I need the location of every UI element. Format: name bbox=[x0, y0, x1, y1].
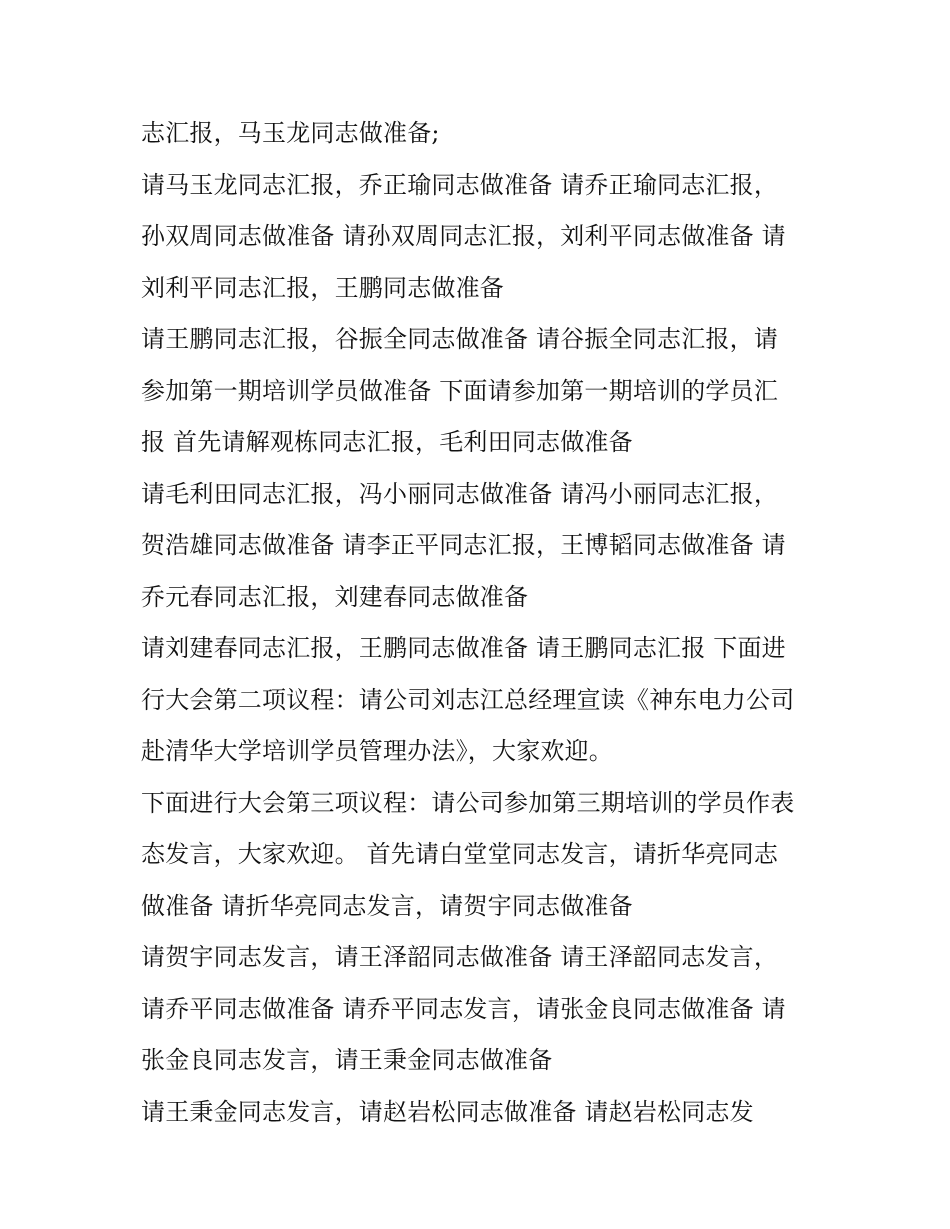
text-line: 请马玉龙同志汇报，乔正瑜同志做准备 请乔正瑜同志汇报， bbox=[141, 170, 779, 199]
text-line: 孙双周同志做准备 请孙双周同志汇报，刘利平同志做准备 请 bbox=[141, 222, 786, 250]
text-line: 请王鹏同志汇报，谷振全同志做准备 请谷振全同志汇报，请 bbox=[141, 325, 779, 353]
text-line: 做准备 请折华亮同志发言，请贺宇同志做准备 bbox=[141, 891, 633, 920]
text-line: 行大会第二项议程：请公司刘志江总经理宣读《神东电力公司 bbox=[141, 685, 795, 714]
text-line: 报 首先请解观栋同志汇报，毛利田同志做准备 bbox=[141, 428, 633, 456]
text-line: 志汇报，马玉龙同志做准备; bbox=[141, 119, 440, 147]
text-line: 下面进行大会第三项议程：请公司参加第三期培训的学员作表 bbox=[141, 788, 795, 817]
text-line: 乔元春同志汇报，刘建春同志做准备 bbox=[141, 582, 529, 611]
text-line: 张金良同志发言，请王秉金同志做准备 bbox=[141, 1046, 553, 1074]
document-body bbox=[141, 108, 821, 1138]
text-line: 请刘建春同志汇报，王鹏同志做准备 请王鹏同志汇报 下面进 bbox=[141, 634, 786, 662]
text-line: 请贺宇同志发言，请王泽韶同志做准备 请王泽韶同志发言， bbox=[141, 943, 779, 971]
text-line: 赴清华大学培训学员管理办法》，大家欢迎。 bbox=[141, 737, 613, 765]
text-line: 参加第一期培训学员做准备 下面请参加第一期培训的学员汇 bbox=[141, 376, 779, 405]
text-line: 刘利平同志汇报，王鹏同志做准备 bbox=[141, 273, 504, 302]
text-line: 请毛利田同志汇报，冯小丽同志做准备 请冯小丽同志汇报， bbox=[141, 479, 779, 508]
text-line: 请乔平同志做准备 请乔平同志发言，请张金良同志做准备 请 bbox=[141, 994, 786, 1023]
text-line: 请王秉金同志发言，请赵岩松同志做准备 请赵岩松同志发 bbox=[141, 1097, 754, 1126]
text-line: 态发言，大家欢迎。 首先请白堂堂同志发言，请折华亮同志 bbox=[141, 840, 779, 868]
text-line: 贺浩雄同志做准备 请李正平同志汇报，王博韬同志做准备 请 bbox=[141, 531, 786, 559]
